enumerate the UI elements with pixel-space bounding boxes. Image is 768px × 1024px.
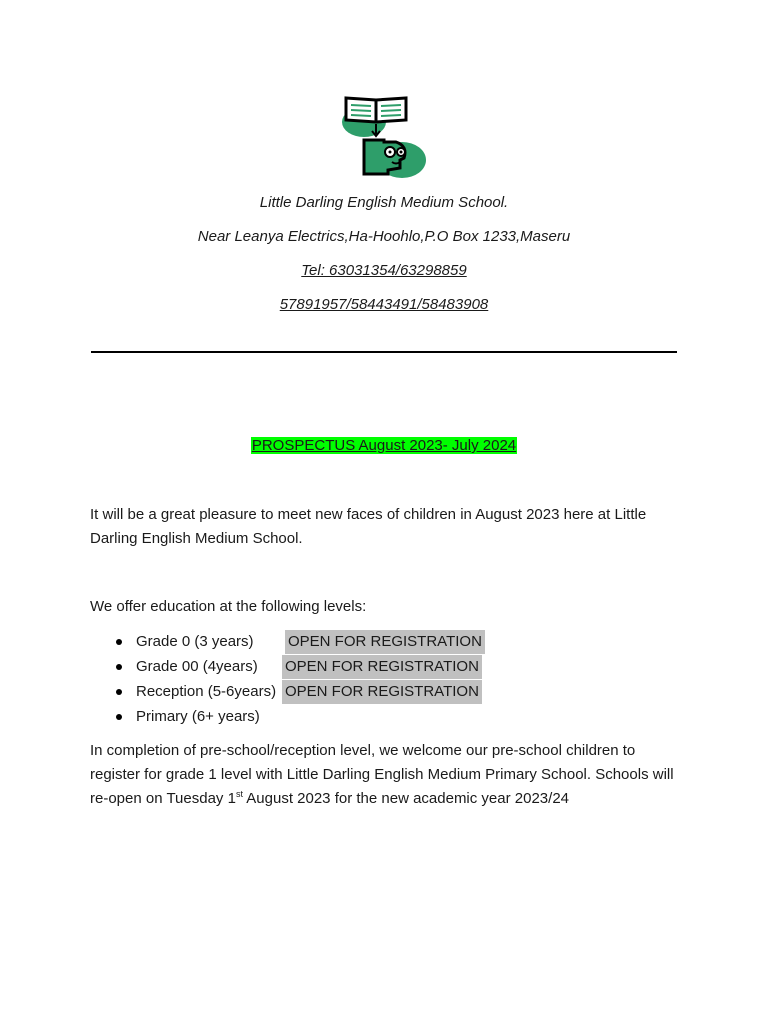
completion-text-start: In completion of pre-school/reception level, we welcome our pre-school children to register for grade 1 level with Little Darling English Medium Primary School. Schools will re-open on Tuesday 1 — [90, 742, 674, 807]
level-label: Primary (6+ years) — [136, 708, 260, 725]
bullet-icon — [116, 664, 122, 670]
list-item — [90, 705, 690, 730]
levels-intro: We offer education at the following levels: — [90, 598, 367, 615]
school-logo-icon — [338, 90, 430, 182]
registration-status: OPEN FOR REGISTRATION — [282, 655, 482, 679]
phone-numbers: 57891957/58443491/58483908 — [279, 296, 489, 313]
prospectus-title-line — [0, 436, 768, 456]
level-label: Reception (5-6years) — [136, 683, 277, 700]
levels-list — [90, 630, 690, 730]
list-item — [90, 680, 690, 705]
completion-paragraph — [90, 739, 680, 811]
intro-paragraph: It will be a great pleasure to meet new faces of children in August 2023 here at Little Darling English Medium School. — [90, 506, 647, 547]
registration-status: OPEN FOR REGISTRATION — [285, 630, 485, 654]
level-label: Grade 0 (3 years) — [136, 633, 254, 650]
list-item — [90, 630, 690, 655]
bullet-icon — [116, 639, 122, 645]
bullet-icon — [116, 689, 122, 695]
prospectus-title: PROSPECTUS August 2023- July 2024 — [251, 437, 517, 454]
header-divider — [91, 351, 677, 353]
telephone-numbers: Tel: 63031354/63298859 — [301, 262, 467, 279]
list-item — [90, 655, 690, 680]
bullet-icon — [116, 714, 122, 720]
school-address: Near Leanya Electrics,Ha-Hoohlo,P.O Box 1233,Maseru — [197, 228, 571, 245]
level-label: Grade 00 (4years) — [136, 658, 258, 675]
ordinal-suffix: st — [235, 789, 243, 799]
registration-status: OPEN FOR REGISTRATION — [282, 680, 482, 704]
school-name: Little Darling English Medium School. — [259, 194, 509, 211]
completion-text-end: August 2023 for the new academic year 2023/24 — [242, 790, 570, 807]
